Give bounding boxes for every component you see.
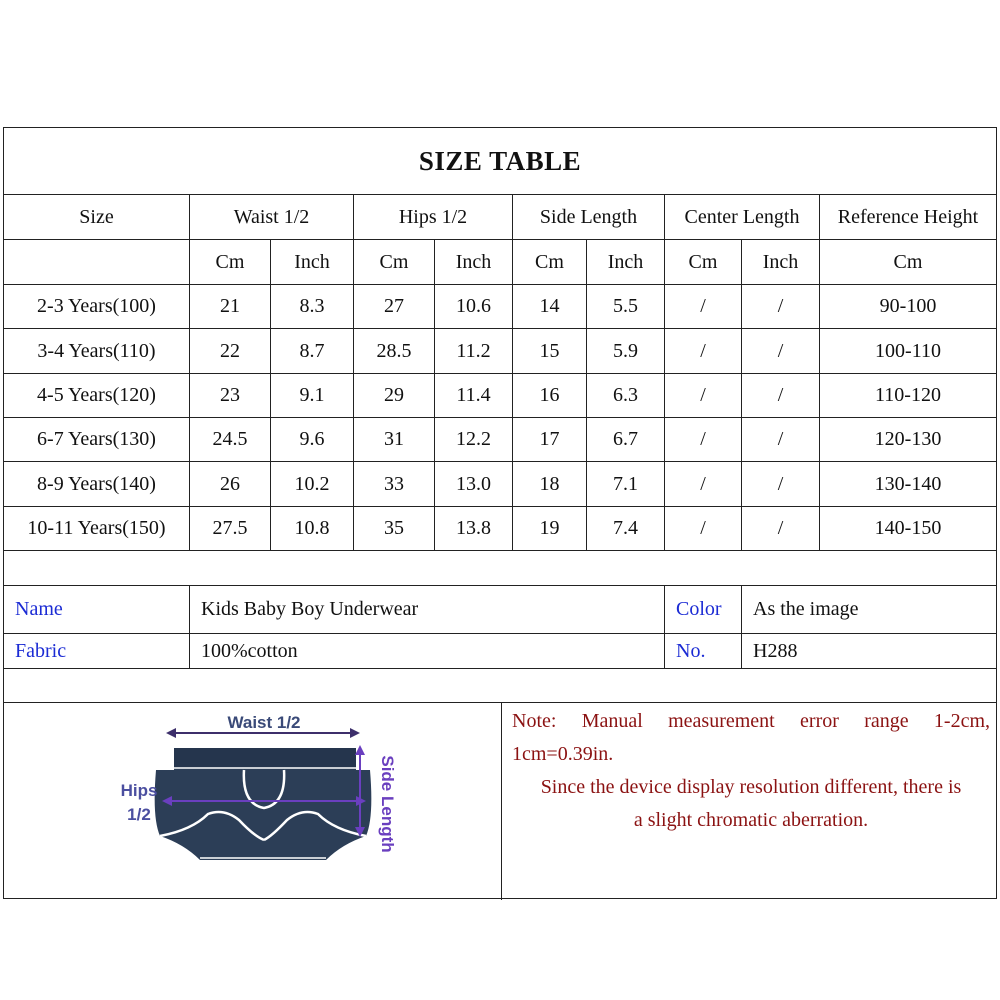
note-line-3: Since the device display resolution different, there is xyxy=(540,776,962,798)
side-cm-cell: 17 xyxy=(512,418,586,461)
center-cm-cell: / xyxy=(664,329,741,373)
header-reference-height: Reference Height xyxy=(819,195,996,239)
hips-inch-cell: 11.2 xyxy=(434,329,512,373)
hips-cm-cell: 27 xyxy=(353,285,434,328)
center-inch-cell: / xyxy=(741,462,819,506)
fabric-label: Fabric xyxy=(15,639,67,662)
unit-center-inch: Inch xyxy=(741,240,819,284)
hips-cm-cell: 28.5 xyxy=(353,329,434,373)
center-inch-cell: / xyxy=(741,418,819,461)
hips-inch-cell: 12.2 xyxy=(434,418,512,461)
size-table xyxy=(3,127,997,899)
waist-inch-cell: 8.7 xyxy=(270,329,353,373)
unit-hips-inch: Inch xyxy=(434,240,512,284)
hips-inch-cell: 10.6 xyxy=(434,285,512,328)
waist-cm-cell: 26 xyxy=(189,462,270,506)
waist-cm-cell: 21 xyxy=(189,285,270,328)
side-cm-cell: 18 xyxy=(512,462,586,506)
side-length-label: Side Length xyxy=(378,755,397,853)
waist-inch-cell: 10.2 xyxy=(270,462,353,506)
underwear-measurement-diagram xyxy=(104,708,414,888)
reference-height-cell: 110-120 xyxy=(819,374,996,417)
unit-side-cm: Cm xyxy=(512,240,586,284)
unit-side-inch: Inch xyxy=(586,240,664,284)
waist-inch-cell: 9.1 xyxy=(270,374,353,417)
header-size: Size xyxy=(79,205,114,228)
info-row-name xyxy=(4,586,996,634)
center-inch-cell: / xyxy=(741,285,819,328)
spacer-row xyxy=(4,669,996,703)
reference-height-cell: 100-110 xyxy=(819,329,996,373)
name-label: Name xyxy=(15,598,63,620)
center-cm-cell: / xyxy=(664,374,741,417)
header-side-length: Side Length xyxy=(512,195,664,239)
table-title: SIZE TABLE xyxy=(418,145,582,176)
header-hips: Hips 1/2 xyxy=(353,195,512,239)
side-cm-cell: 16 xyxy=(512,374,586,417)
header-row xyxy=(4,195,996,240)
measurement-note xyxy=(501,703,998,900)
table-row xyxy=(4,329,996,374)
size-cell: 2-3 Years(100) xyxy=(37,295,156,317)
waist-inch-cell: 10.8 xyxy=(270,507,353,550)
side-inch-cell: 6.7 xyxy=(586,418,664,461)
spacer-row xyxy=(4,551,996,586)
side-inch-cell: 7.4 xyxy=(586,507,664,550)
unit-waist-cm: Cm xyxy=(189,240,270,284)
title-row xyxy=(4,128,996,195)
note-line-1: Note: Manual measurement error range 1-2cm, xyxy=(512,710,990,732)
center-cm-cell: / xyxy=(664,462,741,506)
fabric-value: 100%cotton xyxy=(189,634,664,668)
header-center-length: Center Length xyxy=(664,195,819,239)
units-empty-cell xyxy=(4,240,189,284)
size-cell: 6-7 Years(130) xyxy=(37,428,156,450)
side-cm-cell: 15 xyxy=(512,329,586,373)
underwear-icon xyxy=(155,748,372,860)
hips-inch-cell: 13.0 xyxy=(434,462,512,506)
center-inch-cell: / xyxy=(741,329,819,373)
hips-inch-cell: 13.8 xyxy=(434,507,512,550)
reference-height-cell: 120-130 xyxy=(819,418,996,461)
table-row xyxy=(4,285,996,329)
units-row xyxy=(4,240,996,285)
unit-center-cm: Cm xyxy=(664,240,741,284)
no-value: H288 xyxy=(741,634,996,668)
center-cm-cell: / xyxy=(664,285,741,328)
hips-inch-cell: 11.4 xyxy=(434,374,512,417)
table-row xyxy=(4,462,996,507)
header-waist: Waist 1/2 xyxy=(189,195,353,239)
waist-cm-cell: 27.5 xyxy=(189,507,270,550)
hips-label-line1: Hips xyxy=(120,781,158,800)
unit-waist-inch: Inch xyxy=(270,240,353,284)
waist-label: Waist 1/2 xyxy=(227,713,301,732)
waist-inch-cell: 8.3 xyxy=(270,285,353,328)
unit-reference-cm: Cm xyxy=(819,240,996,284)
color-label: Color xyxy=(664,586,741,633)
center-inch-cell: / xyxy=(741,507,819,550)
note-line-4: a slight chromatic aberration. xyxy=(633,809,869,831)
name-value: Kids Baby Boy Underwear xyxy=(189,586,664,633)
hips-cm-cell: 29 xyxy=(353,374,434,417)
size-cell: 10-11 Years(150) xyxy=(27,517,166,539)
waist-inch-cell: 9.6 xyxy=(270,418,353,461)
hips-label-line2: 1/2 xyxy=(127,805,151,824)
reference-height-cell: 90-100 xyxy=(819,285,996,328)
center-inch-cell: / xyxy=(741,374,819,417)
side-inch-cell: 5.9 xyxy=(586,329,664,373)
reference-height-cell: 140-150 xyxy=(819,507,996,550)
hips-cm-cell: 35 xyxy=(353,507,434,550)
side-inch-cell: 6.3 xyxy=(586,374,664,417)
side-cm-cell: 19 xyxy=(512,507,586,550)
side-inch-cell: 7.1 xyxy=(586,462,664,506)
side-inch-cell: 5.5 xyxy=(586,285,664,328)
size-cell: 3-4 Years(110) xyxy=(37,339,156,362)
note-line-2: 1cm=0.39in. xyxy=(512,743,614,765)
table-row xyxy=(4,418,996,462)
center-cm-cell: / xyxy=(664,507,741,550)
size-cell: 4-5 Years(120) xyxy=(37,384,156,406)
color-value: As the image xyxy=(741,586,996,633)
hips-cm-cell: 31 xyxy=(353,418,434,461)
no-label: No. xyxy=(664,634,741,668)
size-cell: 8-9 Years(140) xyxy=(37,472,156,495)
waist-cm-cell: 24.5 xyxy=(189,418,270,461)
side-cm-cell: 14 xyxy=(512,285,586,328)
waist-cm-cell: 23 xyxy=(189,374,270,417)
unit-hips-cm: Cm xyxy=(353,240,434,284)
waist-cm-cell: 22 xyxy=(189,329,270,373)
info-row-fabric xyxy=(4,634,996,669)
reference-height-cell: 130-140 xyxy=(819,462,996,506)
table-row xyxy=(4,507,996,551)
center-cm-cell: / xyxy=(664,418,741,461)
hips-cm-cell: 33 xyxy=(353,462,434,506)
table-row xyxy=(4,374,996,418)
